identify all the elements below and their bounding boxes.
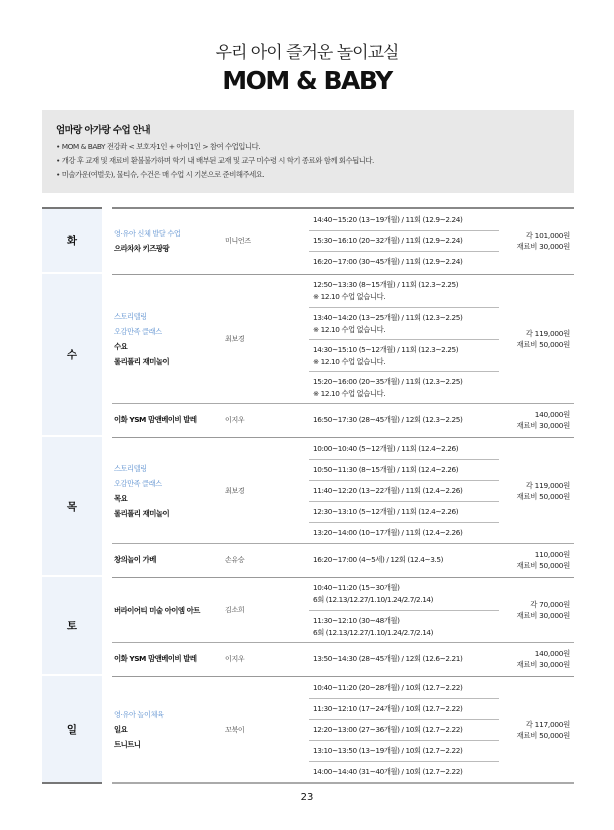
course-time-slots	[309, 275, 499, 403]
time-slot-time: 14:40~15:20 (13~19개월) / 11회 (12.9~2.24)	[313, 214, 463, 224]
course-time-slots	[309, 438, 499, 543]
course-row	[112, 403, 574, 435]
material-fee: 재료비 50,000원	[516, 340, 570, 349]
tuition-fee: 각 101,000원	[525, 230, 570, 240]
time-slot-time: 16:20~17:00 (30~45개월) / 11회 (12.9~2.24)	[313, 257, 463, 266]
time-slot-time: 10:40~11:20 (20~28개월) / 10회 (12.7~2.22)	[313, 682, 463, 692]
page-title: MOM & BABY	[222, 66, 392, 95]
course-name	[112, 438, 225, 543]
course-category: 스토리텔링	[114, 463, 147, 473]
course-name	[112, 275, 225, 403]
course-time-slots	[309, 643, 499, 674]
course-category: 오감만족 클래스	[114, 478, 162, 488]
time-slot-time: 15:30~16:10 (20~32개월) / 11회 (12.9~2.24)	[313, 236, 463, 245]
course-teacher: 꼬북이	[225, 725, 245, 734]
day-label: 수	[42, 274, 102, 435]
course-time-slots	[309, 578, 499, 642]
course-title: 목요	[114, 493, 128, 503]
tuition-fee: 140,000원	[534, 648, 570, 658]
time-slot-time: 12:50~13:30 (8~15개월) / 11회 (12.3~2.25)	[313, 280, 459, 289]
time-slot	[309, 501, 499, 522]
time-slot-time: 14:00~14:40 (31~40개월) / 10회 (12.7~2.22)	[313, 767, 463, 776]
time-slot	[309, 209, 499, 230]
course-title: 창의놀이 가베	[114, 555, 156, 564]
day-courses	[112, 577, 574, 674]
course-row	[112, 275, 574, 403]
time-slot-time: 11:30~12:10 (17~24개월) / 10회 (12.7~2.22)	[313, 704, 463, 713]
time-slot	[309, 610, 499, 642]
time-slot-time: 13:50~14:30 (28~45개월) / 12회 (12.6~2.21)	[313, 653, 463, 663]
course-row	[112, 642, 574, 674]
course-title: 버라이어티 미술 아이엠 아트	[114, 605, 200, 615]
time-slot	[309, 522, 499, 543]
day-block	[42, 676, 574, 784]
time-slot-time: 13:20~14:00 (10~17개월) / 11회 (12.4~2.26)	[313, 528, 463, 537]
material-fee: 재료비 30,000원	[516, 659, 570, 669]
page-header	[0, 0, 614, 96]
course-price	[499, 643, 574, 674]
day-label: 토	[42, 577, 102, 674]
course-title: 롤리폴리 재미놀이	[114, 508, 170, 518]
day-block	[42, 274, 574, 435]
course-teacher: 손유승	[225, 555, 245, 564]
time-slot	[309, 275, 499, 307]
course-category: 영·유아 놀이체육	[114, 710, 164, 719]
time-slot	[309, 643, 499, 674]
time-slot-note: ※ 12.10 수업 없습니다.	[313, 388, 386, 398]
course-name	[112, 677, 225, 782]
time-slot-time: 11:40~12:20 (13~22개월) / 11회 (12.4~2.26)	[313, 486, 463, 495]
course-row	[112, 209, 574, 272]
time-slot-time: 16:20~17:00 (4~5세) / 12회 (12.4~3.5)	[313, 554, 444, 564]
material-fee: 재료비 30,000원	[516, 611, 570, 620]
tuition-fee: 140,000원	[534, 409, 570, 419]
course-name	[112, 404, 225, 435]
course-teacher: 이지우	[225, 415, 245, 424]
page-subtitle: 우리 아이 즐거운 놀이교실	[215, 43, 399, 63]
time-slot-time: 10:00~10:40 (5~12개월) / 11회 (12.4~2.26)	[313, 443, 459, 453]
time-slot	[309, 307, 499, 339]
day-label: 일	[42, 676, 102, 784]
notice-item: • MOM & BABY 전강좌 < 보호자1인 + 아이1인 > 참여 수업입니다.	[56, 140, 560, 154]
day-label: 목	[42, 437, 102, 575]
time-slot-time: 13:40~14:20 (13~25개월) / 11회 (12.3~2.25)	[313, 312, 463, 322]
time-slot-time: 10:40~11:20 (15~30개월)	[313, 583, 400, 592]
tuition-fee: 110,000원	[534, 549, 570, 559]
day-block	[42, 437, 574, 575]
time-slot-time: 12:20~13:00 (27~36개월) / 10회 (12.7~2.22)	[313, 725, 463, 734]
time-slot	[309, 578, 499, 610]
course-teacher: 김소희	[225, 606, 245, 614]
course-name	[112, 578, 225, 642]
time-slot	[309, 339, 499, 371]
course-name	[112, 209, 225, 272]
course-row	[112, 543, 574, 575]
time-slot	[309, 677, 499, 698]
time-slot	[309, 438, 499, 459]
time-slot	[309, 698, 499, 719]
time-slot-note: ※ 12.10 수업 없습니다.	[313, 356, 386, 366]
notice-item: • 개강 후 교재 및 재료비 환불불가하며 학기 내 배부된 교재 및 교구 미수령 시 학기 종료와 함께 회수됩니다.	[56, 154, 560, 168]
material-fee: 재료비 30,000원	[516, 241, 570, 251]
day-block	[42, 207, 574, 272]
course-title: 수요	[114, 342, 128, 351]
course-title: 롤리폴리 재미놀이	[114, 357, 170, 366]
day-block	[42, 577, 574, 674]
course-price	[499, 578, 574, 642]
time-slot-note: ※ 12.10 수업 없습니다.	[313, 324, 386, 334]
time-slot-note: 6회 (12.13/12.27/1.10/1.24/2.7/2.14)	[313, 627, 434, 637]
course-price	[499, 209, 574, 272]
time-slot	[309, 480, 499, 501]
course-row	[112, 677, 574, 782]
course-title: 이화 YSM 맘앤베이비 발레	[114, 654, 197, 663]
notice-box	[42, 110, 574, 193]
page-number: 23	[300, 792, 314, 803]
day-courses	[112, 676, 574, 784]
time-slot	[309, 719, 499, 740]
notice-title: 엄마랑 아가랑 수업 안내	[56, 125, 150, 136]
time-slot	[309, 761, 499, 782]
course-teacher: 미니언즈	[225, 236, 251, 245]
time-slot-time: 10:50~11:30 (8~15개월) / 11회 (12.4~2.26)	[313, 465, 459, 474]
tuition-fee: 각 119,000원	[525, 329, 570, 338]
time-slot-note: 6회 (12.13/12.27/1.10/1.24/2.7/2.14)	[313, 595, 434, 604]
time-slot	[309, 404, 499, 435]
time-slot	[309, 230, 499, 251]
day-label: 화	[42, 207, 102, 272]
day-courses	[112, 207, 574, 272]
time-slot	[309, 740, 499, 761]
course-category: 오감만족 클래스	[114, 327, 162, 336]
course-teacher: 최보경	[225, 335, 245, 343]
time-slot-time: 12:30~13:10 (5~12개월) / 11회 (12.4~2.26)	[313, 507, 459, 516]
course-row	[112, 578, 574, 642]
course-price	[499, 544, 574, 575]
course-name	[112, 643, 225, 674]
time-slot	[309, 371, 499, 403]
course-name	[112, 544, 225, 575]
course-price	[499, 404, 574, 435]
material-fee: 재료비 50,000원	[516, 491, 570, 501]
course-time-slots	[309, 677, 499, 782]
day-courses	[112, 437, 574, 575]
time-slot-time: 16:50~17:30 (28~45개월) / 12회 (12.3~2.25)	[313, 414, 463, 424]
time-slot-time: 14:30~15:10 (5~12개월) / 11회 (12.3~2.25)	[313, 344, 459, 354]
course-title: 으라차차 키즈팡팡	[114, 243, 170, 253]
material-fee: 재료비 50,000원	[516, 730, 570, 740]
time-slot-time: 11:30~12:10 (30~48개월)	[313, 615, 400, 625]
course-price	[499, 438, 574, 543]
course-time-slots	[309, 209, 499, 272]
time-slot-time: 13:10~13:50 (13~19개월) / 10회 (12.7~2.22)	[313, 746, 463, 755]
course-category: 스토리텔링	[114, 312, 147, 321]
time-slot-note: ※ 12.10 수업 없습니다.	[313, 292, 386, 301]
course-title: 이화 YSM 맘앤베이비 발레	[114, 415, 197, 424]
notice-item: • 미술가운(여벌옷), 물티슈, 수건은 매 수업 시 기본으로 준비해주세요.	[56, 168, 560, 182]
day-courses	[112, 274, 574, 435]
course-row	[112, 438, 574, 543]
course-price	[499, 677, 574, 782]
course-teacher: 이지우	[225, 654, 245, 663]
course-time-slots	[309, 404, 499, 435]
time-slot-time: 15:20~16:00 (20~35개월) / 11회 (12.3~2.25)	[313, 376, 463, 386]
course-price	[499, 275, 574, 403]
tuition-fee: 각 119,000원	[525, 480, 570, 490]
material-fee: 재료비 30,000원	[516, 420, 570, 430]
course-title: 트니트니	[114, 740, 141, 749]
course-teacher: 최보경	[225, 486, 245, 495]
course-time-slots	[309, 544, 499, 575]
time-slot	[309, 459, 499, 480]
course-title: 일요	[114, 725, 128, 734]
time-slot	[309, 251, 499, 272]
tuition-fee: 각 117,000원	[525, 719, 570, 729]
course-category: 영·유아 신체 발달 수업	[114, 228, 181, 238]
schedule-table	[42, 207, 574, 786]
time-slot	[309, 544, 499, 575]
material-fee: 재료비 50,000원	[516, 560, 570, 570]
tuition-fee: 각 70,000원	[530, 600, 570, 609]
